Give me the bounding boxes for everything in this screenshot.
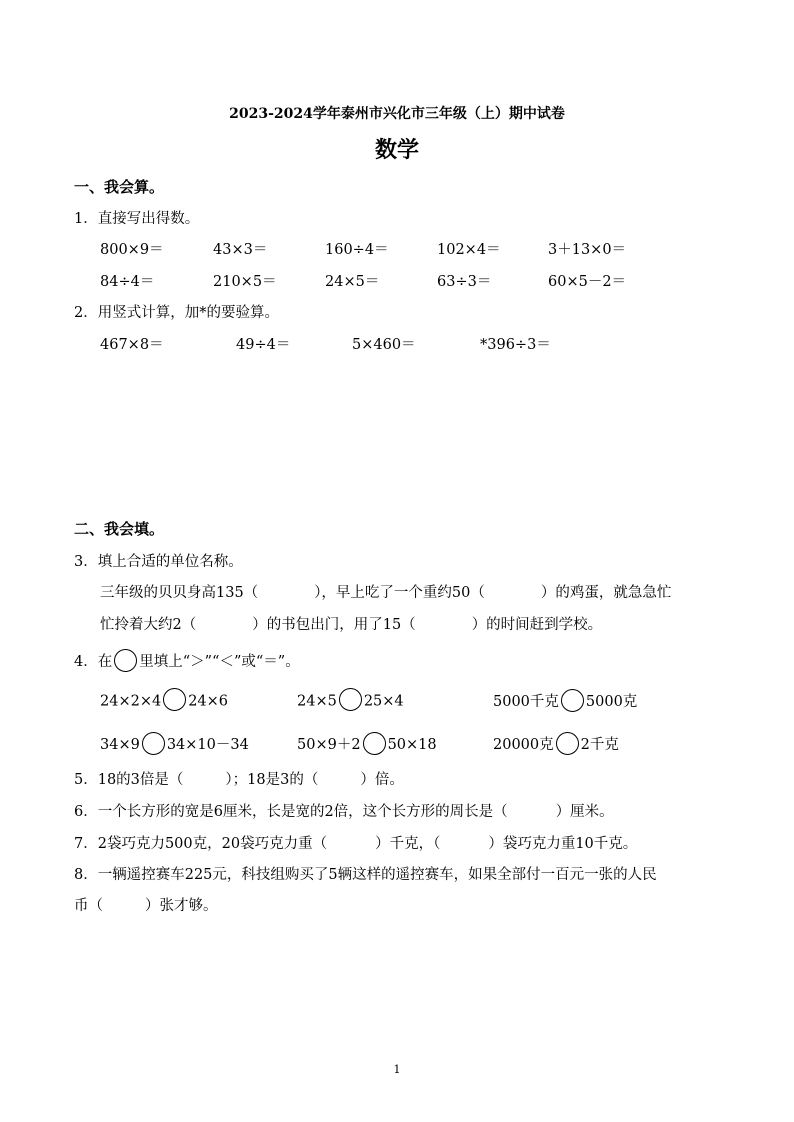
q8-l2a: 币（: [74, 898, 103, 914]
q3-l1a: 三年级的贝贝身高135（: [100, 585, 259, 601]
q8-line2: [74, 894, 218, 915]
q2-item-2: 49÷4＝: [236, 337, 291, 353]
subject-title: 数学: [374, 137, 419, 163]
pair-left: 50×9＋2: [297, 737, 361, 753]
q3-l2b: ）的书包出门，用了15（: [252, 617, 416, 633]
q2-stem: 2．用竖式计算，加*的要验算。: [74, 305, 279, 321]
pair-left: 24×5: [297, 693, 337, 710]
q5-a: 5．18的3倍是（: [74, 772, 184, 788]
compare-circle[interactable]: [561, 689, 584, 712]
pair-right: 2千克: [580, 737, 619, 753]
q7-a: 7．2袋巧克力500克，20袋巧克力重（: [74, 836, 328, 852]
compare-circle[interactable]: [163, 688, 186, 711]
q3-l1c: ）的鸡蛋，就急急忙: [540, 585, 672, 601]
q8-line1: 8．一辆遥控赛车225元，科技组购买了5辆这样的遥控赛车，如果全部付一百元一张的人民: [74, 867, 657, 883]
q3-stem: 3．填上合适的单位名称。: [74, 554, 243, 570]
q1-r2-c3: 24×5＝: [325, 274, 380, 290]
q6: [74, 800, 614, 821]
q4-stem-a: 4．在: [74, 654, 113, 670]
q5-b: ）；18是3的（: [225, 772, 319, 788]
q4-pair-4: [100, 733, 249, 757]
pair-right: 34×10－34: [166, 737, 249, 753]
q4-pair-3: [493, 690, 637, 714]
q3-l2a: 忙拎着大约2（: [100, 617, 197, 633]
exam-title: 2023-2024学年泰州市兴化市三年级（上）期中试卷: [229, 106, 565, 122]
pair-left: 5000千克: [493, 694, 559, 710]
q4-pair-6: [493, 733, 619, 757]
section2-heading: 二、我会填。: [74, 520, 165, 538]
q3-l2c: ）的时间赶到学校。: [471, 617, 603, 633]
compare-circle[interactable]: [363, 732, 386, 755]
pair-left: 20000克: [493, 737, 554, 753]
compare-circle-icon: [114, 649, 137, 672]
q3-line1: [100, 581, 671, 602]
compare-circle[interactable]: [556, 732, 579, 755]
q1-r1-c5: 3＋13×0＝: [548, 242, 627, 258]
q2-item-3: 5×460＝: [352, 337, 416, 353]
q5-c: ）倍。: [360, 772, 404, 788]
pair-left: 24×2×4: [100, 693, 162, 710]
q7-b: ）千克，（: [375, 836, 441, 852]
compare-circle[interactable]: [142, 732, 165, 755]
q4-stem: [74, 650, 300, 674]
q1-stem: 1．直接写出得数。: [74, 211, 200, 227]
q2-item-1: 467×8＝: [100, 337, 164, 353]
q1-r2-c4: 63÷3＝: [437, 274, 492, 290]
pair-left: 34×9: [100, 737, 140, 753]
pair-right: 50×18: [387, 737, 437, 753]
q7: [74, 832, 637, 853]
pair-right: 5000克: [585, 694, 638, 710]
pair-right: 25×4: [363, 693, 404, 710]
q1-r2-c2: 210×5＝: [213, 274, 277, 290]
q1-r1-c1: 800×9＝: [100, 242, 164, 258]
q4-pair-2: [297, 690, 404, 713]
pair-right: 24×6: [188, 693, 229, 710]
q7-c: ）袋巧克力重10千克。: [488, 836, 638, 852]
q3-l1b: ），早上吃了一个重约50（: [314, 585, 485, 601]
q4-stem-b: 里填上“＞”“＜”或“＝”。: [139, 654, 300, 670]
q5: [74, 768, 404, 789]
q1-r1-c3: 160÷4＝: [325, 242, 389, 258]
section1-heading: 一、我会算。: [74, 178, 165, 196]
q1-r2-c5: 60×5－2＝: [548, 274, 627, 290]
q4-pair-1: [100, 690, 228, 713]
q1-r2-c1: 84÷4＝: [100, 274, 155, 290]
q4-pair-5: [297, 733, 437, 757]
q2-item-4: *396÷3＝: [480, 337, 551, 353]
q6-a: 6．一个长方形的宽是6厘米，长是宽的2倍，这个长方形的周长是（: [74, 804, 508, 820]
page-number: 1: [393, 1063, 401, 1076]
q1-r1-c2: 43×3＝: [213, 242, 268, 258]
q6-b: ）厘米。: [555, 804, 614, 820]
compare-circle[interactable]: [339, 688, 362, 711]
q8-l2b: ）张才够。: [145, 898, 218, 914]
q1-r1-c4: 102×4＝: [437, 242, 501, 258]
q3-line2: [100, 613, 602, 634]
